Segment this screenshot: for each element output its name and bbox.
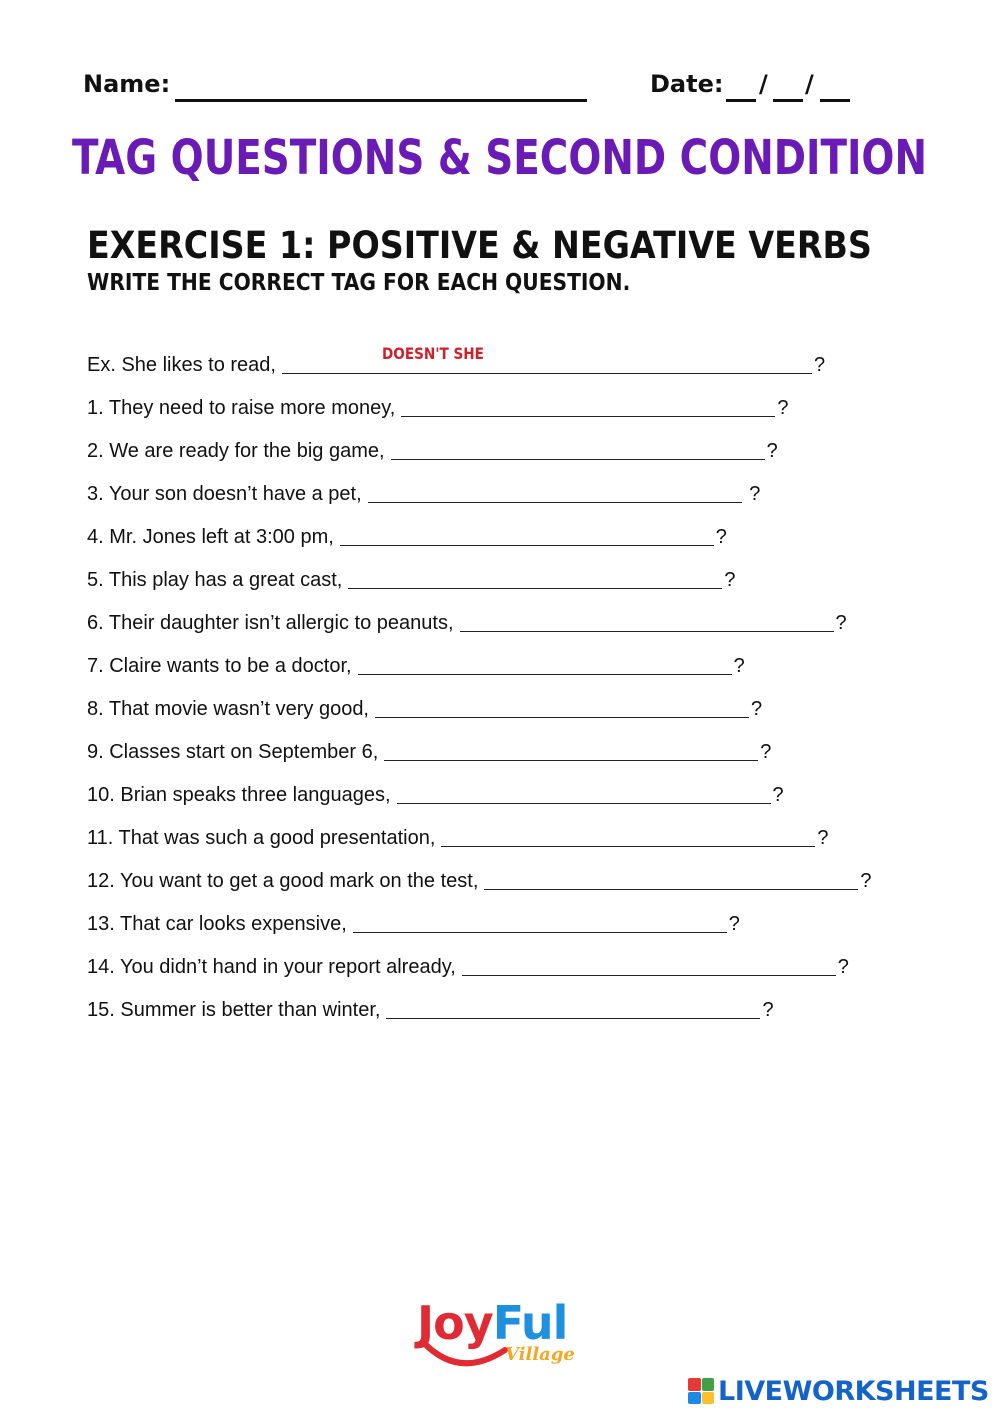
question-text: 7. Claire wants to be a doctor,	[87, 655, 352, 677]
question-mark: ?	[733, 655, 745, 677]
icon-square	[702, 1378, 715, 1391]
answer-field[interactable]	[441, 845, 815, 847]
header	[83, 70, 959, 104]
liveworksheets-icon	[688, 1378, 714, 1404]
question-row	[87, 551, 967, 594]
answer-field[interactable]	[368, 501, 742, 503]
question-row	[87, 981, 967, 1024]
date-separator: /	[759, 70, 768, 98]
question-row	[87, 680, 967, 723]
answer-field[interactable]	[375, 716, 749, 718]
question-text: 5. This play has a great cast,	[87, 569, 343, 591]
answer-field[interactable]	[397, 802, 771, 804]
question-row	[87, 465, 967, 508]
question-mark: ?	[817, 827, 829, 849]
question-row	[87, 723, 967, 766]
question-mark: ?	[772, 784, 784, 806]
question-mark: ?	[813, 354, 826, 376]
question-mark: ?	[860, 870, 872, 892]
example-text: Ex. She likes to read,	[87, 354, 276, 376]
example-answer: DOESN'T SHE	[381, 344, 484, 363]
question-text: 13. That car looks expensive,	[87, 913, 347, 935]
question-text: 6. Their daughter isn’t allergic to peanuts,	[87, 612, 454, 634]
question-mark: ?	[728, 913, 740, 935]
answer-field[interactable]	[348, 587, 722, 589]
exercise-heading: EXERCISE 1: POSITIVE & NEGATIVE VERBS	[87, 224, 872, 267]
question-row	[87, 895, 967, 938]
question-mark: ?	[724, 569, 736, 591]
question-mark: ?	[837, 956, 849, 978]
date-day-field[interactable]	[726, 99, 756, 102]
date-month-field[interactable]	[773, 99, 803, 102]
icon-square	[688, 1378, 701, 1391]
answer-field[interactable]	[340, 544, 714, 546]
icon-square	[688, 1392, 701, 1405]
liveworksheets-text: LIVEWORKSHEETS	[718, 1375, 989, 1407]
answer-field[interactable]	[391, 458, 765, 460]
exercise-instruction: WRITE THE CORRECT TAG FOR EACH QUESTION.	[87, 270, 631, 296]
smile-icon	[419, 1336, 509, 1376]
answer-field[interactable]	[462, 974, 836, 976]
answer-field[interactable]	[353, 931, 727, 933]
question-text: 12. You want to get a good mark on the test,	[87, 870, 479, 892]
question-mark: ?	[760, 741, 772, 763]
question-row	[87, 508, 967, 551]
question-text: 15. Summer is better than winter,	[87, 999, 381, 1021]
question-text: 2. We are ready for the big game,	[87, 440, 385, 462]
question-row	[87, 852, 967, 895]
answer-field[interactable]	[386, 1017, 760, 1019]
question-mark: ?	[715, 526, 727, 548]
example-answer-field	[282, 344, 812, 374]
question-list	[87, 336, 967, 1024]
question-text: 1. They need to raise more money,	[87, 397, 396, 419]
answer-field[interactable]	[460, 630, 834, 632]
logo-village-text: Village	[505, 1344, 575, 1365]
question-mark: ?	[751, 698, 763, 720]
answer-field[interactable]	[358, 673, 732, 675]
question-row	[87, 422, 967, 465]
logo-ful-text: Ful	[492, 1296, 568, 1350]
question-row	[87, 379, 967, 422]
page-title: TAG QUESTIONS & SECOND CONDITION	[72, 130, 928, 186]
question-row	[87, 594, 967, 637]
joyful-village-logo	[417, 1296, 587, 1376]
name-field[interactable]	[175, 99, 587, 102]
question-row	[87, 938, 967, 981]
answer-field[interactable]	[401, 415, 775, 417]
icon-square	[702, 1392, 715, 1405]
question-text: 8. That movie wasn’t very good,	[87, 698, 369, 720]
question-row	[87, 766, 967, 809]
question-text: 9. Classes start on September 6,	[87, 741, 379, 763]
answer-field[interactable]	[484, 888, 858, 890]
question-row	[87, 809, 967, 852]
question-row	[87, 637, 967, 680]
logo-joy-text: Joy	[417, 1296, 493, 1350]
liveworksheets-watermark	[688, 1374, 989, 1408]
example-row	[87, 336, 967, 379]
question-text: 11. That was such a good presentation,	[87, 827, 436, 849]
question-text: 10. Brian speaks three languages,	[87, 784, 391, 806]
question-mark: ?	[777, 397, 789, 419]
question-mark: ?	[762, 999, 774, 1021]
answer-field[interactable]	[384, 759, 758, 761]
date-year-field[interactable]	[820, 99, 850, 102]
question-text: 4. Mr. Jones left at 3:00 pm,	[87, 526, 334, 548]
question-text: 3. Your son doesn’t have a pet,	[87, 483, 362, 505]
date-label: Date:	[650, 70, 724, 98]
question-text: 14. You didn’t hand in your report already,	[87, 956, 456, 978]
date-separator: /	[805, 70, 814, 98]
question-mark: ?	[743, 483, 761, 505]
name-label: Name:	[83, 70, 171, 98]
question-mark: ?	[766, 440, 778, 462]
question-mark: ?	[835, 612, 847, 634]
